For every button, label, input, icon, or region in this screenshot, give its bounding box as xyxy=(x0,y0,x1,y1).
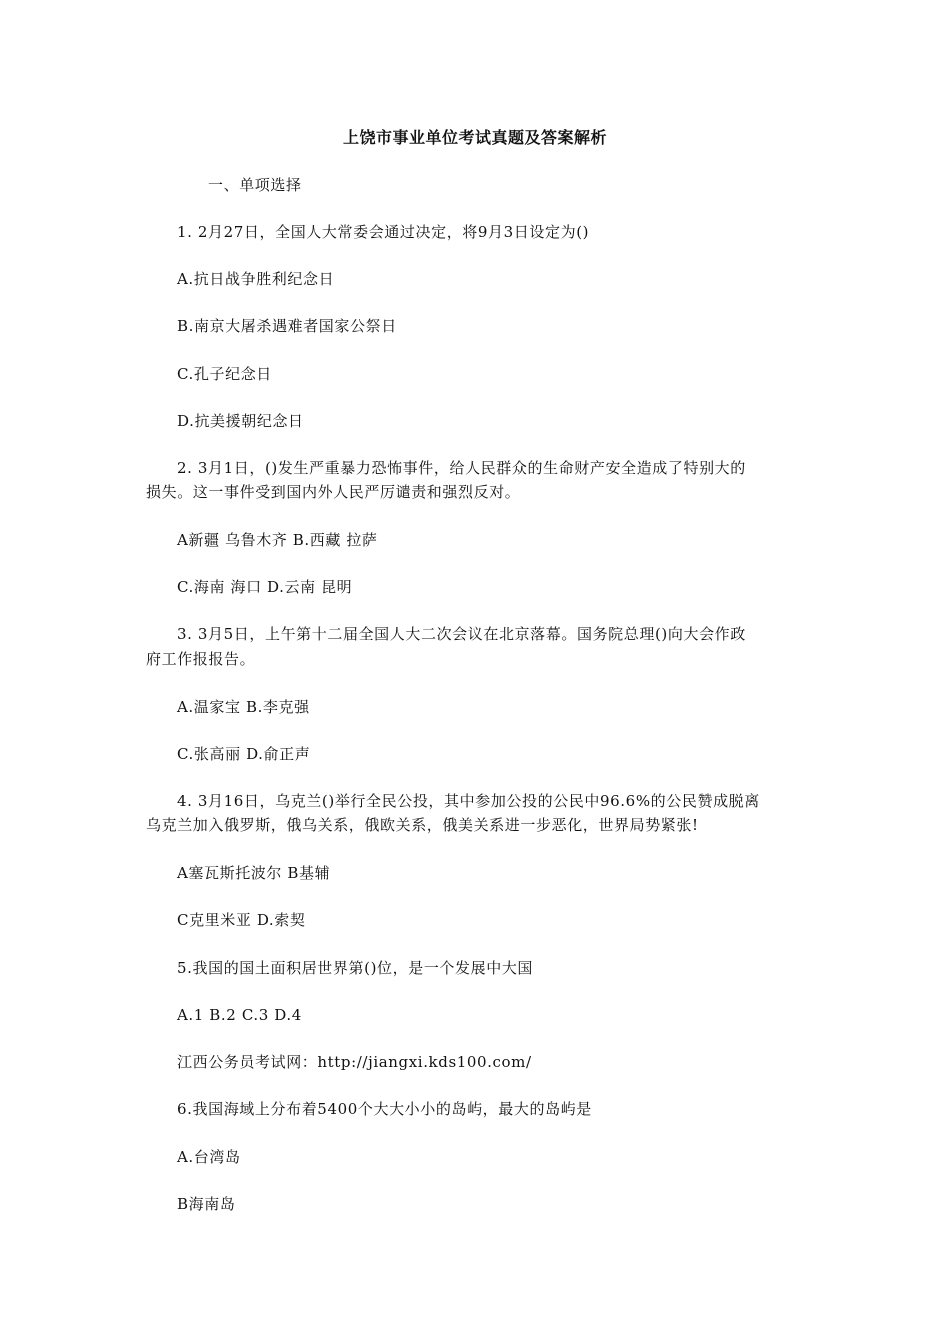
question-5-stem: 5.我国的国土面积居世界第()位，是一个发展中大国 xyxy=(177,959,534,977)
section-heading: 一、单项选择 xyxy=(208,176,302,194)
question-5-options: A.1 B.2 C.3 D.4 xyxy=(177,1006,302,1024)
question-3-options-line-2: C.张高丽 D.俞正声 xyxy=(177,745,311,763)
document-title: 上饶市事业单位考试真题及答案解析 xyxy=(342,128,607,147)
question-6-option-b: B海南岛 xyxy=(177,1195,236,1213)
question-6-stem: 6.我国海域上分布着5400个大大小小的岛屿，最大的岛屿是 xyxy=(177,1100,592,1118)
question-6-option-a: A.台湾岛 xyxy=(177,1148,241,1166)
website-note: 江西公务员考试网：http://jiangxi.kds100.com/ xyxy=(177,1053,532,1071)
question-1-option-c: C.孔子纪念日 xyxy=(177,365,272,383)
question-1-stem: 1. 2月27日，全国人大常委会通过决定，将9月3日设定为() xyxy=(177,223,590,241)
question-4-options-line-1: A塞瓦斯托波尔 B基辅 xyxy=(177,864,331,882)
question-2-stem-line-1: 2. 3月1日，()发生严重暴力恐怖事件，给人民群众的生命财产安全造成了特别大的 xyxy=(177,459,746,477)
question-4-stem-line-2: 乌克兰加入俄罗斯，俄乌关系，俄欧关系，俄美关系进一步恶化，世界局势紧张! xyxy=(146,816,699,834)
question-2-stem-line-2: 损失。这一事件受到国内外人民严厉谴责和强烈反对。 xyxy=(146,483,521,501)
question-1-option-d: D.抗美援朝纪念日 xyxy=(177,412,304,430)
question-4-stem-line-1: 4. 3月16日，乌克兰()举行全民公投，其中参加公投的公民中96.6%的公民赞成脱离 xyxy=(177,792,760,810)
question-4-options-line-2: C克里米亚 D.索契 xyxy=(177,911,306,929)
question-2-options-line-1: A新疆 乌鲁木齐 B.西藏 拉萨 xyxy=(177,531,378,549)
question-1-option-a: A.抗日战争胜利纪念日 xyxy=(177,270,335,288)
question-3-stem-line-2: 府工作报报告。 xyxy=(146,650,256,668)
question-2-options-line-2: C.海南 海口 D.云南 昆明 xyxy=(177,578,353,596)
question-1-option-b: B.南京大屠杀遇难者国家公祭日 xyxy=(177,317,397,335)
question-3-options-line-1: A.温家宝 B.李克强 xyxy=(177,698,310,716)
question-3-stem-line-1: 3. 3月5日，上午第十二届全国人大二次会议在北京落幕。国务院总理()向大会作政 xyxy=(177,625,746,643)
